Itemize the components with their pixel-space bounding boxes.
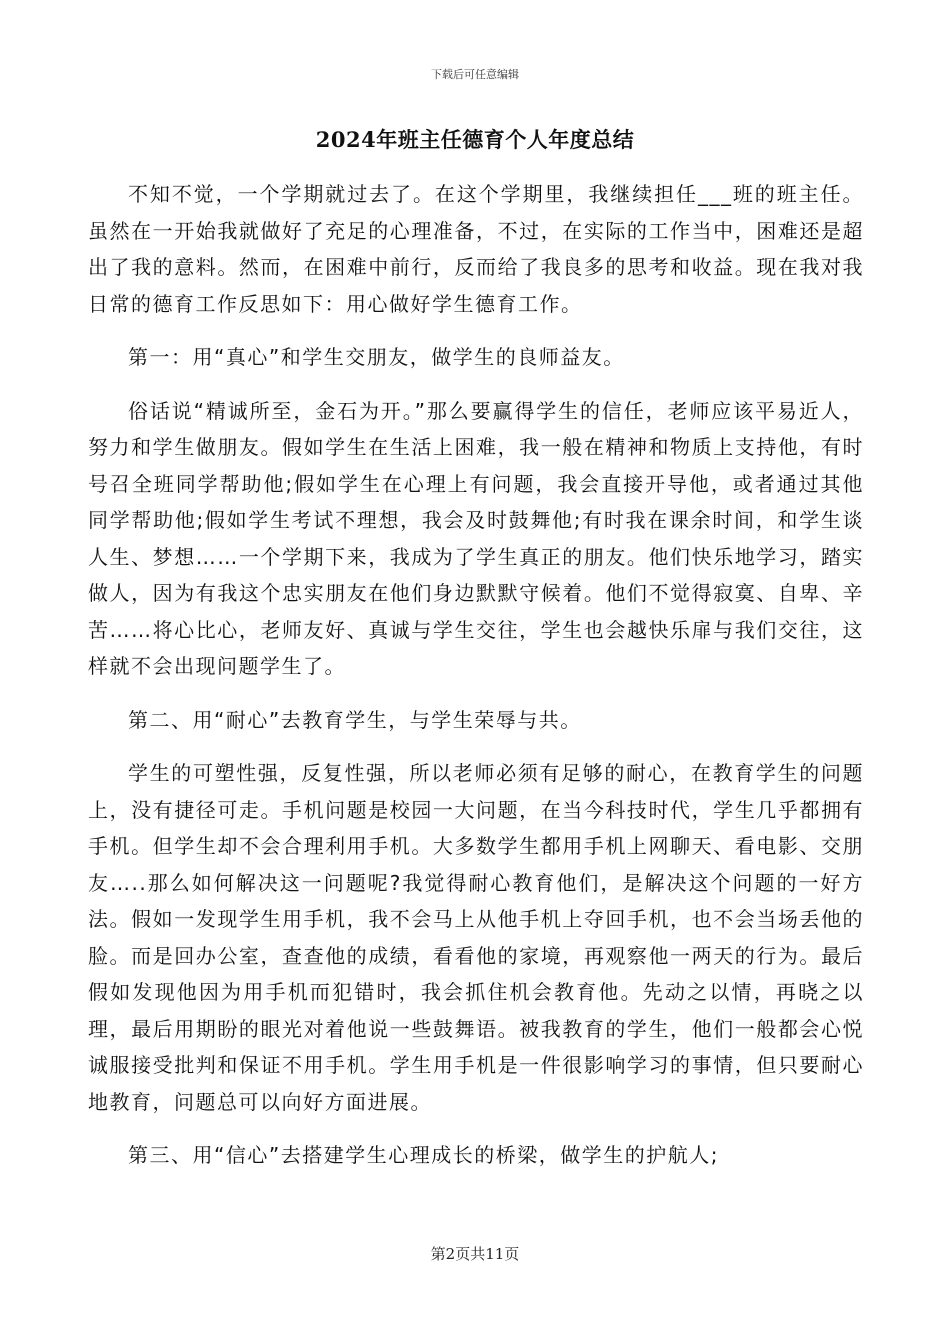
section-heading-3: 第三、用“信心”去搭建学生心理成长的桥梁，做学生的护航人; <box>128 1143 719 1167</box>
section-paragraph-2: 学生的可塑性强，反复性强，所以老师必须有足够的耐心，在教育学生的问题上，没有捷径可走。手机问题是校园一大问题，在当今科技时代，学生几乎都拥有手机。但学生却不会合理利用手机。大多数学生都用手机上网聊天、看电影、交朋友…..那么如何解决这一问题呢?我觉得耐心教育他们，是解决这个问题的一好方法。假如一发现学生用手机，我不会马上从他手机上夺回手机，也不会当场丢他的脸。而是回办公室，查查他的成绩，看看他的家境，再观察他一两天的行为。最后假如发现他因为用手机而犯错时，我会抓住机会教育他。先动之以情，再晓之以理，最后用期盼的眼光对着他说一些鼓舞语。被我教育的学生，他们一般都会心悦诚服接受批判和保证不用手机。学生用手机是一件很影响学习的事情，但只要耐心地教育，问题总可以向好方面进展。 <box>88 761 864 1114</box>
section-heading-1: 第一：用“真心”和学生交朋友，做学生的良师益友。 <box>128 345 625 369</box>
document-title: 2024年班主任德育个人年度总结 <box>315 127 635 152</box>
section-heading-2: 第二、用“耐心”去教育学生，与学生荣辱与共。 <box>128 707 582 732</box>
header-note: 下载后可任意编辑 <box>431 68 519 81</box>
page-number-footer: 第2页共11页 <box>430 1245 520 1263</box>
document-body <box>88 176 864 1191</box>
intro-paragraph: 不知不觉，一个学期就过去了。在这个学期里，我继续担任___班的班主任。虽然在一开始我就做好了充足的心理准备，不过，在实际的工作当中，困难还是超出了我的意料。然而，在困难中前行，反而给了我良多的思考和收益。现在我对我日常的德育工作反思如下：用心做好学生德育工作。 <box>88 182 864 316</box>
section-paragraph-1: 俗话说“精诚所至，金石为开。”那么要赢得学生的信任，老师应该平易近人，努力和学生做朋友。假如学生在生活上困难，我一般在精神和物质上支持他，有时号召全班同学帮助他;假如学生在心理上有问题，我会直接开导他，或者通过其他同学帮助他;假如学生考试不理想，我会及时鼓舞他;有时我在课余时间，和学生谈人生、梦想……一个学期下来，我成为了学生真正的朋友。他们快乐地学习，踏实做人，因为有我这个忠实朋友在他们身边默默守候着。他们不觉得寂寞、自卑、辛苦……将心比心，老师友好、真诚与学生交往，学生也会越快乐扉与我们交往，这样就不会出现问题学生了。 <box>88 398 864 678</box>
